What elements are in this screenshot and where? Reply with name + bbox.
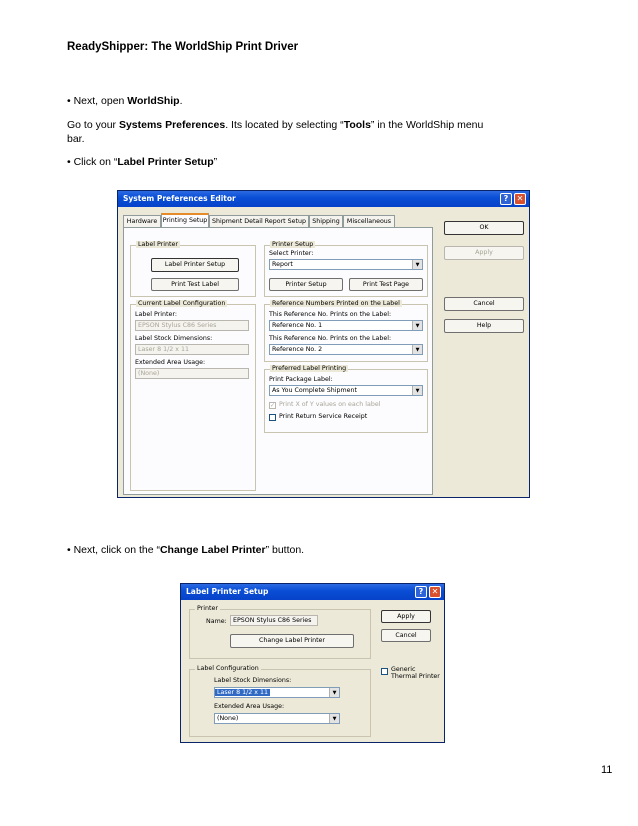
group-label: Printer xyxy=(197,605,218,612)
step-text: ” xyxy=(213,156,218,168)
close-icon[interactable]: ✕ xyxy=(429,586,441,598)
reference-first-dropdown[interactable] xyxy=(269,320,423,331)
tab-miscellaneous[interactable]: Miscellaneous xyxy=(343,215,395,227)
label-stock-field: Laser 8 1/2 x 11 xyxy=(135,344,249,355)
window-titlebar xyxy=(118,191,529,207)
help-icon[interactable]: ? xyxy=(415,586,427,598)
extended-area-dropdown[interactable] xyxy=(214,713,340,724)
preferred-label-printing-group xyxy=(264,365,428,433)
step-text: . Its located by selecting “ xyxy=(225,119,344,131)
step-text: Go to your xyxy=(67,119,119,131)
extended-area-field: (None) xyxy=(135,368,249,379)
document-title: ReadyShipper: The WorldShip Print Driver xyxy=(67,41,299,53)
help-button[interactable]: Help xyxy=(444,319,524,333)
reference-first-value: Reference No. 1 xyxy=(272,322,323,329)
apply-button[interactable]: Apply xyxy=(444,246,524,260)
chevron-down-icon[interactable]: ▼ xyxy=(412,345,422,354)
print-package-label: Print Package Label: xyxy=(269,376,333,383)
label-stock-label: Label Stock Dimensions: xyxy=(214,677,292,684)
generic-thermal-checkbox[interactable] xyxy=(381,668,388,675)
printer-name-field: EPSON Stylus C86 Series xyxy=(230,615,318,626)
printing-setup-panel xyxy=(123,227,433,495)
step-bold: Systems Preferences xyxy=(118,119,226,131)
label-stock-value: Laser 8 1/2 x 11 xyxy=(217,689,268,696)
chevron-down-icon[interactable]: ▼ xyxy=(412,321,422,330)
step-text: bar. xyxy=(67,133,85,145)
step-open-worldship xyxy=(67,94,183,108)
step-text-end: . xyxy=(179,95,183,107)
tab-shipping[interactable]: Shipping xyxy=(309,215,343,227)
close-icon[interactable]: ✕ xyxy=(514,193,526,205)
step-text: • Next, click on the “ xyxy=(67,544,160,556)
system-preferences-window xyxy=(117,190,530,498)
label-printer-field: EPSON Stylus C86 Series xyxy=(135,320,249,331)
print-test-label-button[interactable]: Print Test Label xyxy=(151,278,239,291)
print-package-value: As You Complete Shipment xyxy=(272,387,357,394)
step-text: • Click on “ xyxy=(67,156,118,168)
window-titlebar xyxy=(181,584,444,600)
print-test-page-button[interactable]: Print Test Page xyxy=(349,278,423,291)
window-title: System Preferences Editor xyxy=(123,194,236,203)
label-printer-label: Label Printer: xyxy=(135,311,177,318)
group-label: Label Printer xyxy=(138,241,178,248)
group-label: Label Configuration xyxy=(197,665,259,672)
extended-area-label: Extended Area Usage: xyxy=(214,703,285,710)
select-printer-label: Select Printer: xyxy=(269,250,314,257)
chevron-down-icon[interactable]: ▼ xyxy=(412,260,422,269)
printer-group xyxy=(189,605,371,659)
reference-second-label: This Reference No. Prints on the Label: xyxy=(269,335,392,342)
chevron-down-icon[interactable]: ▼ xyxy=(329,688,339,697)
current-label-config-group xyxy=(130,300,256,491)
page-number: 11 xyxy=(601,764,613,776)
printer-name-label: Name: xyxy=(206,618,227,625)
group-label: Preferred Label Printing xyxy=(272,365,347,372)
step-text: • Next, open xyxy=(67,95,128,107)
cancel-button[interactable]: Cancel xyxy=(381,629,431,642)
generic-thermal-label: Generic Thermal Printer xyxy=(391,666,440,680)
tab-hardware[interactable]: Hardware xyxy=(123,215,161,227)
printer-setup-button[interactable]: Printer Setup xyxy=(269,278,343,291)
group-label: Current Label Configuration xyxy=(138,300,226,307)
step-click-label-printer-setup xyxy=(67,155,217,169)
xofy-checkbox[interactable]: ✓ xyxy=(270,402,276,409)
label-configuration-group xyxy=(189,665,371,737)
step-text: ” button. xyxy=(265,544,305,556)
step-bold: Tools xyxy=(343,119,371,131)
step-text: ” in the WorldShip menu xyxy=(370,119,484,131)
chevron-down-icon[interactable]: ▼ xyxy=(412,386,422,395)
select-printer-dropdown[interactable] xyxy=(269,259,423,270)
return-receipt-label: Print Return Service Receipt xyxy=(279,413,368,420)
label-stock-dropdown[interactable] xyxy=(214,687,340,698)
tab-printing-setup[interactable]: Printing Setup xyxy=(161,213,209,227)
label-printer-setup-button[interactable]: Label Printer Setup xyxy=(151,258,239,272)
ok-button[interactable]: OK xyxy=(444,221,524,235)
printer-setup-group xyxy=(264,241,428,297)
step-change-label-printer xyxy=(67,543,304,557)
cancel-button[interactable]: Cancel xyxy=(444,297,524,311)
label-stock-label: Label Stock Dimensions: xyxy=(135,335,213,342)
group-label: Reference Numbers Printed on the Label xyxy=(272,300,400,307)
help-icon[interactable]: ? xyxy=(500,193,512,205)
chevron-down-icon[interactable]: ▼ xyxy=(329,714,339,723)
apply-button[interactable]: Apply xyxy=(381,610,431,623)
step-bold: Change Label Printer xyxy=(159,544,266,556)
window-title: Label Printer Setup xyxy=(186,587,269,596)
step-bold: WorldShip xyxy=(127,95,180,107)
return-receipt-checkbox[interactable] xyxy=(269,414,276,421)
group-label: Printer Setup xyxy=(272,241,314,248)
label-printer-group xyxy=(130,241,256,297)
reference-second-dropdown[interactable] xyxy=(269,344,423,355)
reference-first-label: This Reference No. Prints on the Label: xyxy=(269,311,392,318)
extended-area-label: Extended Area Usage: xyxy=(135,359,206,366)
change-label-printer-button[interactable]: Change Label Printer xyxy=(230,634,354,648)
xofy-label: Print X of Y values on each label xyxy=(279,401,381,408)
step-bold: Label Printer Setup xyxy=(117,156,214,168)
print-package-dropdown[interactable] xyxy=(269,385,423,396)
step-system-preferences xyxy=(67,118,497,146)
extended-area-value: (None) xyxy=(217,715,239,722)
reference-numbers-group xyxy=(264,300,428,362)
select-printer-value: Report xyxy=(272,261,293,268)
reference-second-value: Reference No. 2 xyxy=(272,346,323,353)
label-printer-setup-window xyxy=(180,583,445,743)
tab-shipment-detail-report-setup[interactable]: Shipment Detail Report Setup xyxy=(209,215,309,227)
